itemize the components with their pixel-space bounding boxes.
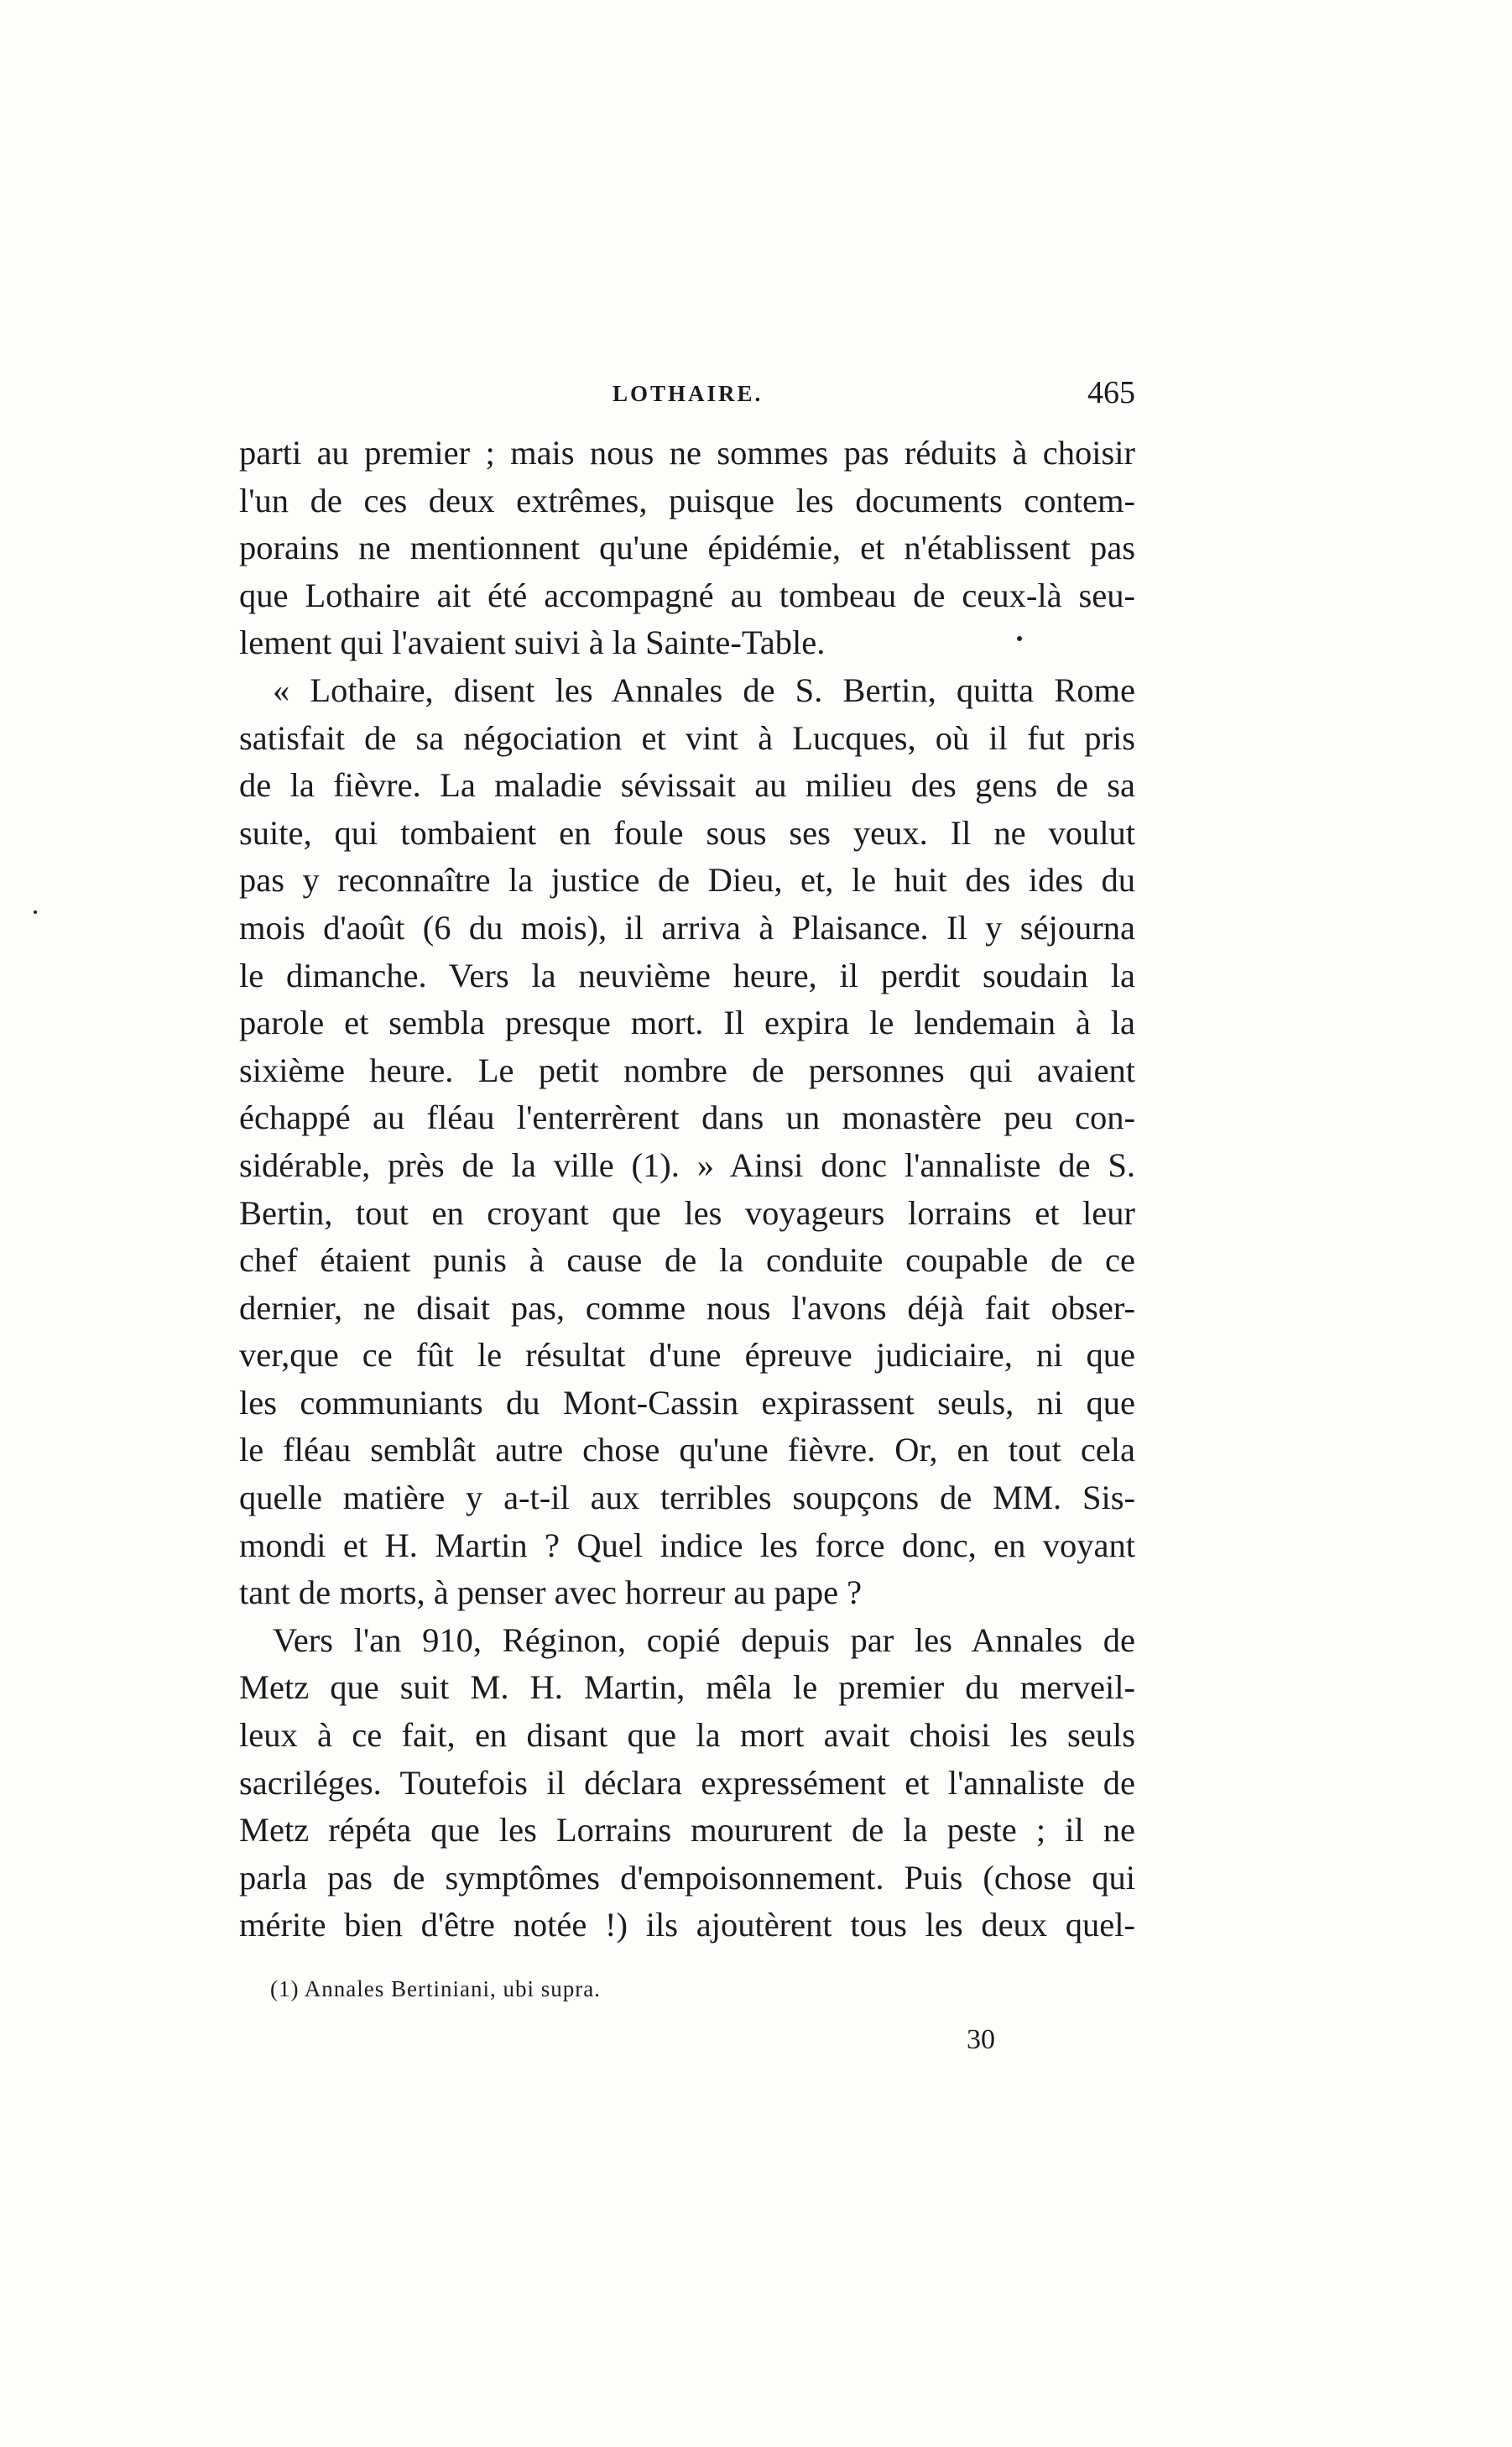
text-line: parti au premier ; mais nous ne sommes pas réduits à choisir bbox=[239, 434, 1135, 472]
text-line: mérite bien d'être notée !) ils ajoutèrent tous les deux quel- bbox=[239, 1906, 1135, 1944]
text-line: sixième heure. Le petit nombre de personnes qui avaient bbox=[239, 1051, 1135, 1089]
text-line: sacriléges. Toutefois il déclara expressément et l'annaliste de bbox=[239, 1763, 1135, 1802]
text-line: échappé au fléau l'enterrèrent dans un monastère peu con- bbox=[239, 1098, 1135, 1137]
page-number: 465 bbox=[1087, 375, 1135, 410]
text-line: lement qui l'avaient suivi à la Sainte-Table. bbox=[239, 623, 826, 662]
text-line: ver,que ce fût le résultat d'une épreuve judiciaire, ni que bbox=[239, 1336, 1135, 1375]
running-title: LOTHAIRE. bbox=[613, 381, 764, 406]
footnote: (1) Annales Bertiniani, ubi supra. bbox=[270, 1976, 601, 2001]
text-line: Bertin, tout en croyant que les voyageurs lorrains et leur bbox=[239, 1193, 1135, 1232]
text-line: les communiants du Mont-Cassin expirassent seuls, ni que bbox=[239, 1383, 1135, 1422]
text-line: sidérable, près de la ville (1). » Ainsi donc l'annaliste de S. bbox=[239, 1145, 1135, 1184]
text-line: mois d'août (6 du mois), il arriva à Plaisance. Il y séjourna bbox=[239, 908, 1135, 947]
text-line: l'un de ces deux extrêmes, puisque les documents contem- bbox=[239, 481, 1135, 519]
text-line: quelle matière y a-t-il aux terribles soupçons de MM. Sis- bbox=[239, 1479, 1135, 1517]
text-line: « Lothaire, disent les Annales de S. Bertin, quitta Rome bbox=[273, 670, 1135, 709]
text-line: chef étaient punis à cause de la conduite coupable de ce bbox=[239, 1241, 1135, 1280]
text-line: pas y reconnaître la justice de Dieu, et, le huit des ides du bbox=[239, 861, 1135, 900]
text-line: Metz répéta que les Lorrains moururent de la peste ; il ne bbox=[239, 1811, 1135, 1850]
text-line: le dimanche. Vers la neuvième heure, il perdit soudain la bbox=[239, 956, 1135, 994]
body-text bbox=[239, 430, 1135, 1949]
text-line: dernier, ne disait pas, comme nous l'avons déjà fait obser- bbox=[239, 1288, 1135, 1327]
text-line: porains ne mentionnent qu'une épidémie, et n'établissent pas bbox=[239, 529, 1135, 567]
text-line: satisfait de sa négociation et vint à Lucques, où il fut pris bbox=[239, 718, 1135, 757]
text-line: que Lothaire ait été accompagné au tombeau de ceux-là seu- bbox=[239, 576, 1135, 614]
text-line: Vers l'an 910, Réginon, copié depuis par les Annales de bbox=[273, 1620, 1135, 1659]
ink-speck bbox=[1017, 636, 1022, 641]
text-line: de la fièvre. La maladie sévissait au milieu des gens de sa bbox=[239, 766, 1135, 805]
text-line: tant de morts, à penser avec horreur au pape ? bbox=[239, 1573, 863, 1612]
text-line: suite, qui tombaient en foule sous ses yeux. Il ne voulut bbox=[239, 813, 1135, 852]
text-line: parla pas de symptômes d'empoisonnement. Puis (chose qui bbox=[239, 1858, 1135, 1897]
text-line: leux à ce fait, en disant que la mort avait choisi les seuls bbox=[239, 1716, 1135, 1755]
text-line: le fléau semblât autre chose qu'une fièvre. Or, en tout cela bbox=[239, 1431, 1135, 1469]
text-line: Metz que suit M. H. Martin, mêla le premier du merveil- bbox=[239, 1668, 1135, 1707]
text-line: parole et sembla presque mort. Il expira le lendemain à la bbox=[239, 1004, 1135, 1042]
running-head bbox=[239, 374, 1135, 425]
ink-speck bbox=[34, 910, 37, 914]
text-line: mondi et H. Martin ? Quel indice les force donc, en voyant bbox=[239, 1526, 1135, 1564]
signature-mark: 30 bbox=[967, 2024, 995, 2055]
